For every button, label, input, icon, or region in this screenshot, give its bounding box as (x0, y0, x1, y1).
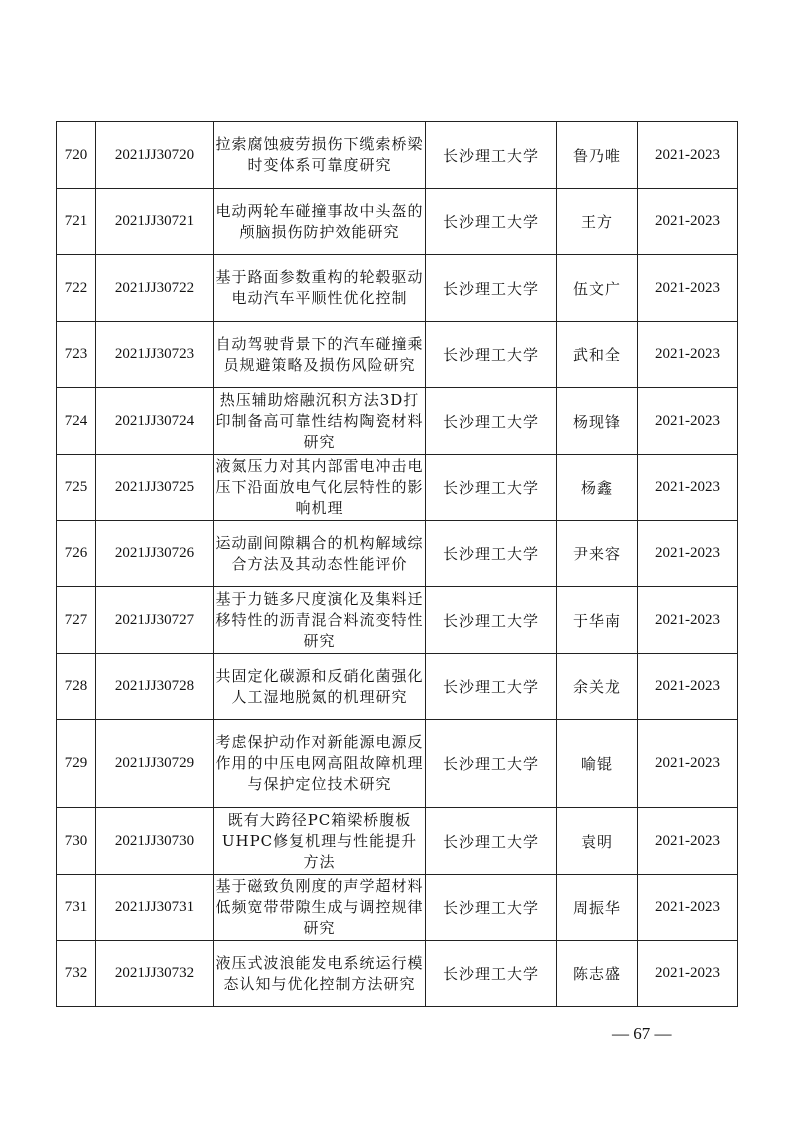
institution: 长沙理工大学 (426, 808, 557, 875)
principal-investigator: 于华南 (557, 587, 638, 654)
project-period: 2021-2023 (638, 654, 738, 720)
row-number: 725 (57, 455, 96, 521)
institution: 长沙理工大学 (426, 388, 557, 455)
principal-investigator: 杨鑫 (557, 455, 638, 521)
project-period: 2021-2023 (638, 720, 738, 808)
table-row (57, 808, 738, 875)
project-title: 液压式波浪能发电系统运行模态认知与优化控制方法研究 (214, 941, 426, 1007)
row-number: 722 (57, 255, 96, 322)
row-number: 723 (57, 322, 96, 388)
principal-investigator: 周振华 (557, 875, 638, 941)
project-period: 2021-2023 (638, 455, 738, 521)
project-period: 2021-2023 (638, 875, 738, 941)
row-number: 731 (57, 875, 96, 941)
project-period: 2021-2023 (638, 255, 738, 322)
project-period: 2021-2023 (638, 941, 738, 1007)
table-row (57, 875, 738, 941)
project-title: 共固定化碳源和反硝化菌强化人工湿地脱氮的机理研究 (214, 654, 426, 720)
project-code: 2021JJ30725 (96, 455, 214, 521)
project-code: 2021JJ30726 (96, 521, 214, 587)
project-code: 2021JJ30721 (96, 189, 214, 255)
institution: 长沙理工大学 (426, 322, 557, 388)
row-number: 727 (57, 587, 96, 654)
project-title: 基于磁致负刚度的声学超材料低频宽带带隙生成与调控规律研究 (214, 875, 426, 941)
row-number: 724 (57, 388, 96, 455)
row-number: 721 (57, 189, 96, 255)
institution: 长沙理工大学 (426, 654, 557, 720)
project-code: 2021JJ30730 (96, 808, 214, 875)
principal-investigator: 陈志盛 (557, 941, 638, 1007)
project-code: 2021JJ30728 (96, 654, 214, 720)
project-title: 基于路面参数重构的轮毂驱动电动汽车平顺性优化控制 (214, 255, 426, 322)
principal-investigator: 王方 (557, 189, 638, 255)
principal-investigator: 余关龙 (557, 654, 638, 720)
table-row (57, 455, 738, 521)
project-title: 液氮压力对其内部雷电冲击电压下沿面放电气化层特性的影响机理 (214, 455, 426, 521)
project-period: 2021-2023 (638, 122, 738, 189)
project-code: 2021JJ30731 (96, 875, 214, 941)
principal-investigator: 武和全 (557, 322, 638, 388)
principal-investigator: 袁明 (557, 808, 638, 875)
project-title: 热压辅助熔融沉积方法3D打印制备高可靠性结构陶瓷材料研究 (214, 388, 426, 455)
project-code: 2021JJ30727 (96, 587, 214, 654)
project-period: 2021-2023 (638, 388, 738, 455)
institution: 长沙理工大学 (426, 587, 557, 654)
table-row (57, 941, 738, 1007)
row-number: 726 (57, 521, 96, 587)
table-row (57, 388, 738, 455)
principal-investigator: 尹来容 (557, 521, 638, 587)
institution: 长沙理工大学 (426, 941, 557, 1007)
institution: 长沙理工大学 (426, 521, 557, 587)
table-row (57, 720, 738, 808)
project-period: 2021-2023 (638, 587, 738, 654)
project-code: 2021JJ30722 (96, 255, 214, 322)
project-code: 2021JJ30729 (96, 720, 214, 808)
project-period: 2021-2023 (638, 521, 738, 587)
principal-investigator: 喻锟 (557, 720, 638, 808)
institution: 长沙理工大学 (426, 255, 557, 322)
principal-investigator: 鲁乃唯 (557, 122, 638, 189)
row-number: 732 (57, 941, 96, 1007)
project-title: 自动驾驶背景下的汽车碰撞乘员规避策略及损伤风险研究 (214, 322, 426, 388)
table-body (57, 122, 738, 1007)
project-title: 运动副间隙耦合的机构解域综合方法及其动态性能评价 (214, 521, 426, 587)
institution: 长沙理工大学 (426, 455, 557, 521)
institution: 长沙理工大学 (426, 875, 557, 941)
project-title: 考虑保护动作对新能源电源反作用的中压电网高阻故障机理与保护定位技术研究 (214, 720, 426, 808)
project-code: 2021JJ30732 (96, 941, 214, 1007)
institution: 长沙理工大学 (426, 720, 557, 808)
table-row (57, 122, 738, 189)
table-row (57, 521, 738, 587)
project-period: 2021-2023 (638, 322, 738, 388)
project-code: 2021JJ30720 (96, 122, 214, 189)
project-period: 2021-2023 (638, 189, 738, 255)
table-row (57, 255, 738, 322)
page-number: — 67 — (612, 1024, 672, 1043)
row-number: 720 (57, 122, 96, 189)
project-title: 拉索腐蚀疲劳损伤下缆索桥梁时变体系可靠度研究 (214, 122, 426, 189)
principal-investigator: 伍文广 (557, 255, 638, 322)
project-period: 2021-2023 (638, 808, 738, 875)
principal-investigator: 杨现锋 (557, 388, 638, 455)
table-row (57, 322, 738, 388)
project-title: 既有大跨径PC箱梁桥腹板UHPC修复机理与性能提升方法 (214, 808, 426, 875)
row-number: 730 (57, 808, 96, 875)
institution: 长沙理工大学 (426, 122, 557, 189)
table-row (57, 654, 738, 720)
row-number: 728 (57, 654, 96, 720)
project-code: 2021JJ30723 (96, 322, 214, 388)
project-title: 电动两轮车碰撞事故中头盔的颅脑损伤防护效能研究 (214, 189, 426, 255)
project-table (56, 121, 738, 1007)
row-number: 729 (57, 720, 96, 808)
project-code: 2021JJ30724 (96, 388, 214, 455)
institution: 长沙理工大学 (426, 189, 557, 255)
table-row (57, 587, 738, 654)
project-title: 基于力链多尺度演化及集料迁移特性的沥青混合料流变特性研究 (214, 587, 426, 654)
table-row (57, 189, 738, 255)
